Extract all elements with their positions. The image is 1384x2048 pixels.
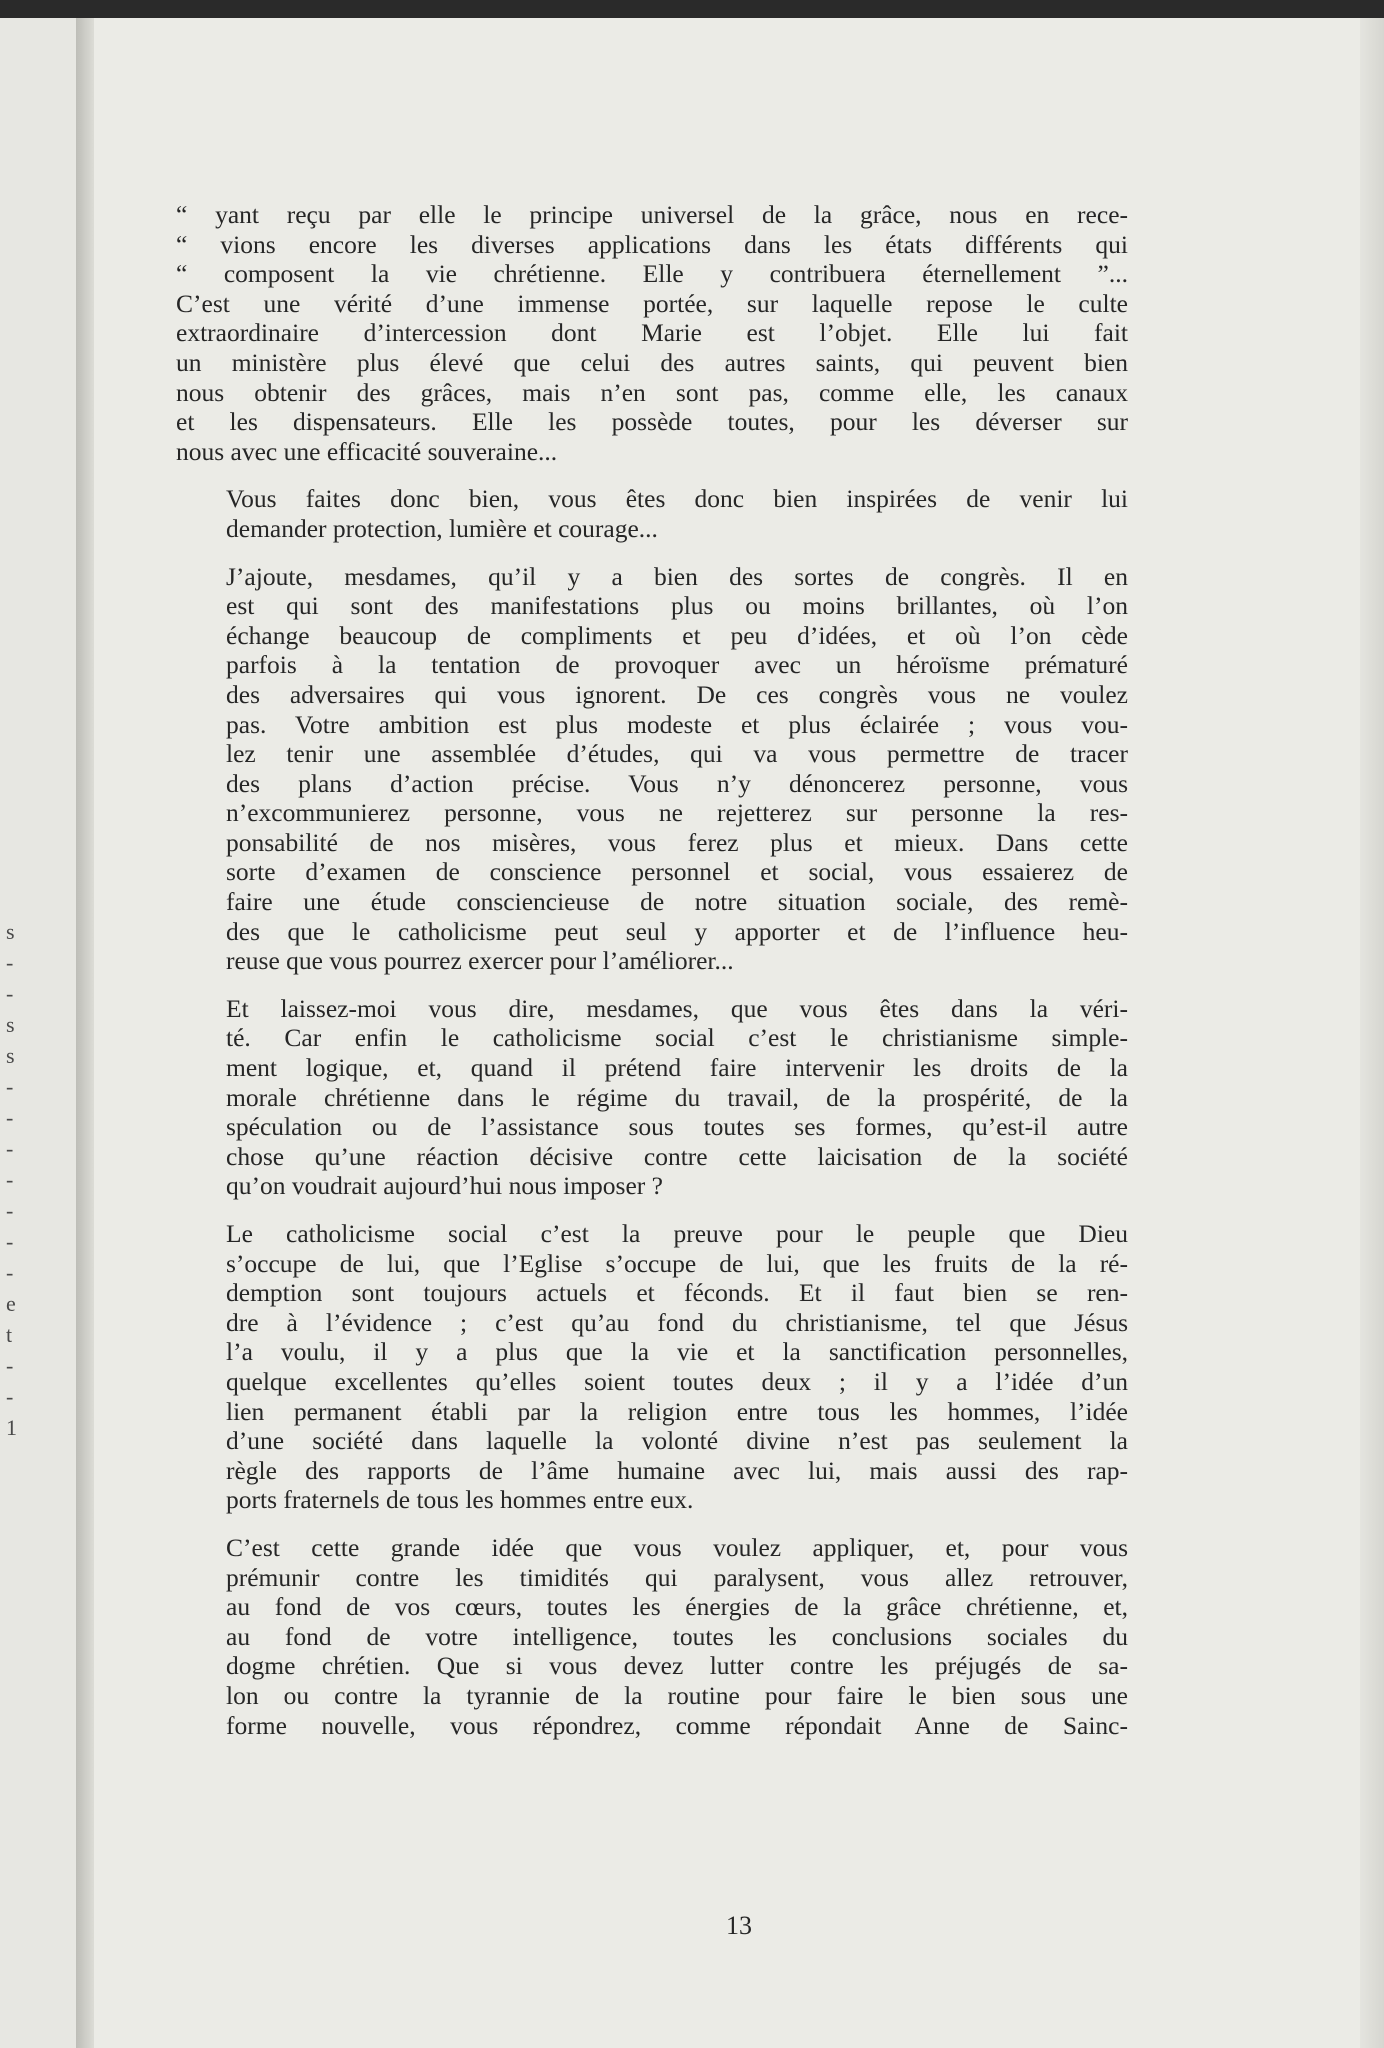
text-line: d’une société dans laquelle la volonté divine n’est pas seulement la [226, 1426, 1128, 1456]
text-line: des que le catholicisme peut seul y apporter et de l’influence heu- [226, 916, 1128, 946]
margin-mark: - [6, 1074, 14, 1099]
margin-mark: 1 [6, 1415, 17, 1440]
text-line: J’ajoute, mesdames, qu’il y a bien des sortes de congrès. Il en [226, 561, 1128, 591]
paragraph [176, 562, 1128, 976]
text-line: pas. Votre ambition est plus modeste et plus éclairée ; vous vou- [226, 709, 1128, 739]
margin-mark: - [6, 950, 14, 975]
text-line: lez tenir une assemblée d’études, qui va vous permettre de tracer [226, 739, 1128, 769]
paragraph [176, 1219, 1128, 1515]
text-line: demption sont toujours actuels et féconds. Et il faut bien se ren- [226, 1278, 1128, 1308]
text-line: lien permanent établi par la religion entre tous les hommes, l’idée [226, 1396, 1128, 1426]
text-line: règle des rapports de l’âme humaine avec lui, mais aussi des rap- [226, 1455, 1128, 1485]
text-line: nous obtenir des grâces, mais n’en sont pas, comme elle, les canaux [176, 377, 1128, 407]
text-line: dre à l’évidence ; c’est qu’au fond du christianisme, tel que Jésus [226, 1307, 1128, 1337]
page-edge-shadow [1360, 18, 1384, 2048]
text-line: ports fraternels de tous les hommes entre eux. [226, 1485, 694, 1515]
paragraph [176, 484, 1128, 543]
margin-mark: e [6, 1291, 16, 1316]
text-line: est qui sont des manifestations plus ou moins brillantes, où l’on [226, 591, 1128, 621]
text-line: C’est cette grande idée que vous voulez appliquer, et, pour vous [226, 1532, 1128, 1562]
text-line: dogme chrétien. Que si vous devez lutter contre les préjugés de sa- [226, 1651, 1128, 1681]
text-line: parfois à la tentation de provoquer avec un héroïsme prématuré [226, 650, 1128, 680]
text-line: au fond de vos cœurs, toutes les énergies de la grâce chrétienne, et, [226, 1592, 1128, 1622]
margin-mark: - [6, 981, 14, 1006]
text-line: des adversaires qui vous ignorent. De ces congrès vous ne voulez [226, 679, 1128, 709]
text-line: l’a voulu, il y a plus que la vie et la sanctification personnelles, [226, 1337, 1128, 1367]
text-line: s’occupe de lui, que l’Eglise s’occupe de lui, que les fruits de la ré- [226, 1248, 1128, 1278]
text-line: des plans d’action précise. Vous n’y dénoncerez personne, vous [226, 768, 1128, 798]
text-line: n’excommunierez personne, vous ne rejetterez sur personne la res- [226, 798, 1128, 828]
left-page-margin-marks [6, 916, 46, 1443]
text-line: Le catholicisme social c’est la preuve pour le peuple que Dieu [226, 1219, 1128, 1248]
text-line: quelque excellentes qu’elles soient toutes deux ; il y a l’idée d’un [226, 1366, 1128, 1396]
margin-mark: - [6, 1384, 14, 1409]
margin-mark: - [6, 1353, 14, 1378]
margin-mark: - [6, 1198, 14, 1223]
right-page [94, 18, 1384, 2048]
text-line: “ vions encore les diverses applications dans les états différents qui [176, 229, 1128, 259]
text-line: Et laissez-moi vous dire, mesdames, que vous êtes dans la véri- [226, 993, 1128, 1023]
text-line: lon ou contre la tyrannie de la routine pour faire le bien sous une [226, 1680, 1128, 1710]
text-line: spéculation ou de l’assistance sous toutes ses formes, qu’est-il autre [226, 1112, 1128, 1142]
margin-mark: - [6, 1105, 14, 1130]
body-text [176, 200, 1128, 1758]
page-number: 13 [726, 1911, 752, 1940]
text-line: Vous faites donc bien, vous êtes donc bien inspirées de venir lui [226, 484, 1128, 514]
margin-mark: t [6, 1322, 13, 1347]
text-line: qu’on voudrait aujourd’hui nous imposer ? [226, 1171, 663, 1201]
text-line: au fond de votre intelligence, toutes les conclusions sociales du [226, 1621, 1128, 1651]
book-spine-gutter [76, 18, 94, 2048]
text-line: nous avec une efficacité souveraine... [176, 436, 558, 466]
text-line: “ yant reçu par elle le principe universel de la grâce, nous en rece- [176, 200, 1128, 229]
margin-mark: - [6, 1260, 14, 1285]
margin-mark: s [6, 1012, 15, 1037]
text-line: C’est une vérité d’une immense portée, sur laquelle repose le culte [176, 288, 1128, 318]
text-line: demander protection, lumière et courage... [226, 513, 658, 543]
margin-mark: s [6, 919, 15, 944]
paragraph [176, 200, 1128, 466]
margin-mark: s [6, 1043, 15, 1068]
text-line: morale chrétienne dans le régime du travail, de la prospérité, de la [226, 1082, 1128, 1112]
paragraph [176, 1533, 1128, 1740]
text-line: chose qu’une réaction décisive contre cette laicisation de la société [226, 1141, 1128, 1171]
text-line: forme nouvelle, vous répondrez, comme répondait Anne de Sainc- [226, 1710, 1128, 1740]
margin-mark: - [6, 1229, 14, 1254]
text-line: échange beaucoup de compliments et peu d’idées, et où l’on cède [226, 620, 1128, 650]
text-line: un ministère plus élevé que celui des autres saints, qui peuvent bien [176, 347, 1128, 377]
text-line: ment logique, et, quand il prétend faire intervenir les droits de la [226, 1053, 1128, 1083]
paragraph [176, 994, 1128, 1201]
text-line: faire une étude consciencieuse de notre situation sociale, des remè- [226, 887, 1128, 917]
text-line: té. Car enfin le catholicisme social c’est le christianisme simple- [226, 1023, 1128, 1053]
left-page [0, 18, 78, 2048]
text-line: “ composent la vie chrétienne. Elle y contribuera éternellement ”... [176, 259, 1128, 289]
margin-mark: - [6, 1136, 14, 1161]
margin-mark: - [6, 1167, 14, 1192]
text-line: prémunir contre les timidités qui paralysent, vous allez retrouver, [226, 1562, 1128, 1592]
text-line: ponsabilité de nos misères, vous ferez plus et mieux. Dans cette [226, 827, 1128, 857]
text-line: extraordinaire d’intercession dont Marie est l’objet. Elle lui fait [176, 318, 1128, 348]
text-line: et les dispensateurs. Elle les possède toutes, pour les déverser sur [176, 407, 1128, 437]
text-line: sorte d’examen de conscience personnel et social, vous essaierez de [226, 857, 1128, 887]
text-line: reuse que vous pourrez exercer pour l’améliorer... [226, 946, 734, 976]
